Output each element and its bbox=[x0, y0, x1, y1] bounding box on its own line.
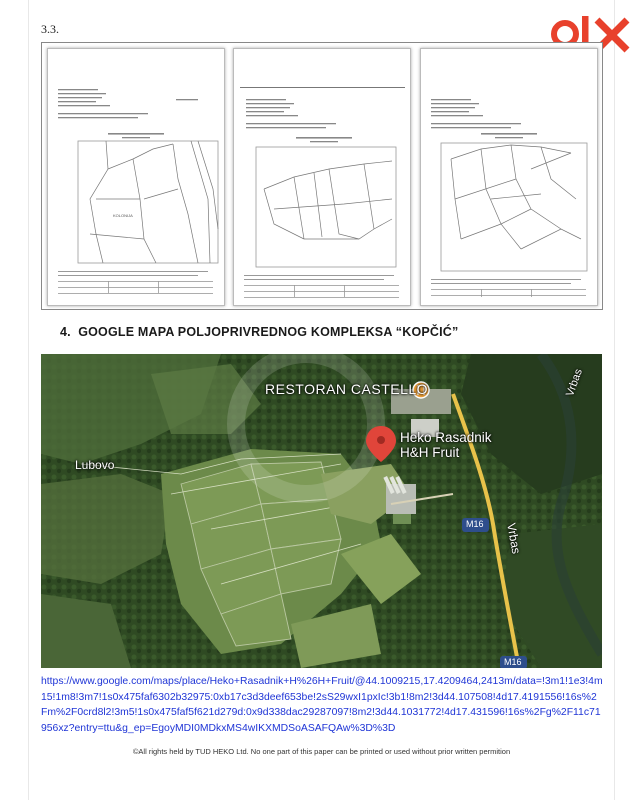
village-label: Lubovo bbox=[75, 458, 115, 472]
road-label-m16-2: M16 bbox=[504, 657, 522, 667]
satellite-map bbox=[41, 354, 602, 668]
section-number: 3.3. bbox=[41, 22, 59, 36]
plan-label-kolonija: KOLONIJA bbox=[113, 213, 133, 218]
heading-number: 4. bbox=[60, 325, 71, 339]
place-name-line1: Heko Rasadnik bbox=[400, 430, 492, 445]
heading-text: GOOGLE MAPA POLJOPRIVREDNOG KOMPLEKSA “KOPČIĆ” bbox=[78, 325, 459, 339]
google-maps-link[interactable]: https://www.google.com/maps/place/Heko+Rasadnik+H%26H+Fruit/@44.1009215,17.4209464,2413m/data=!3m1!1e3!4m15!1m8!3m7!1s0x475faf6302b32975:0xb17c3d3deef653be!2sS29wxI1pxIc!3b1!8m2!3d44.107508!4d17.4191556!16s%2Fm%2F0crd8l2!3m5!1s0x475faf5f621d279d:0x9d338dac29287097!8m2!3d44.1031772!4d17.431596!16s%2Fg%2F11c71956xz?entry=ttu&g_ep=EgoyMDI0MDkxMS4wIKXMDSoASAFQAw%3D%3D bbox=[41, 676, 603, 734]
place-name-line2: H&H Fruit bbox=[400, 445, 460, 460]
cadastral-plan-3 bbox=[420, 48, 598, 306]
river-label-1: Vrbas bbox=[564, 367, 585, 399]
cadastral-plan-2 bbox=[233, 48, 411, 306]
road-label-m16-1: M16 bbox=[466, 519, 484, 529]
copyright-footer: ©All rights held by TUD HEKO Ltd. No one part of this paper can be printed or used without prior written permition bbox=[132, 747, 511, 756]
cadastral-plans-frame bbox=[41, 42, 603, 310]
cadastral-plan-1 bbox=[47, 48, 225, 306]
satellite-map-image bbox=[41, 354, 602, 668]
place-name-label bbox=[400, 430, 492, 460]
restaurant-label: RESTORAN CASTELLO bbox=[265, 381, 429, 397]
section-heading bbox=[60, 325, 458, 339]
river-label-2: Vrbas bbox=[504, 522, 524, 555]
